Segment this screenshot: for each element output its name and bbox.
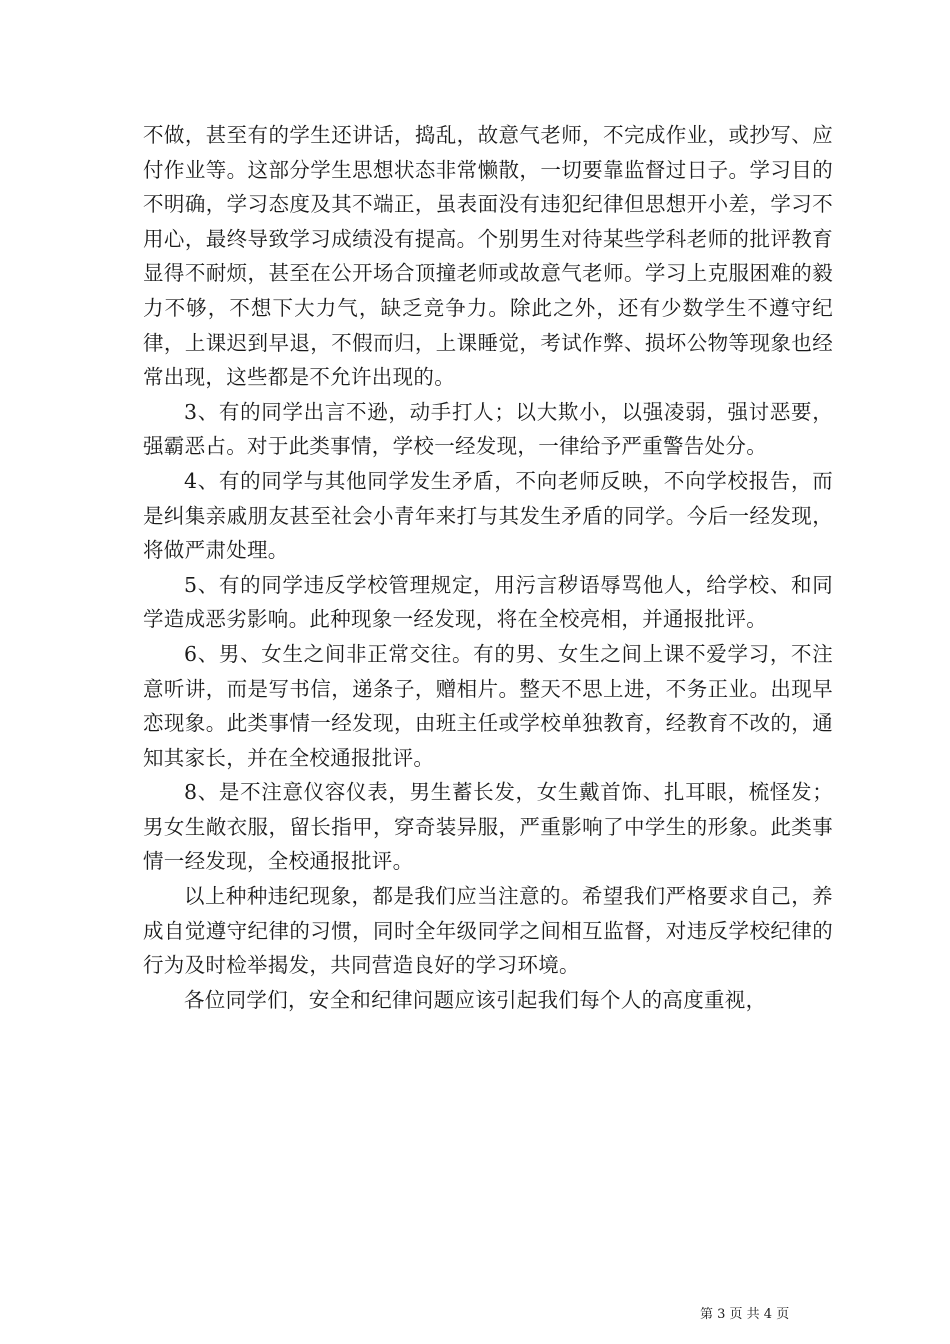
paragraph-item-4: 4、有的同学与其他同学发生矛盾，不向老师反映，不向学校报告，而是纠集亲戚朋友甚至社会小青年来打与其发生矛盾的同学。今后一经发现，将做严肃处理。 <box>143 468 833 563</box>
paragraph-closing: 各位同学们，安全和纪律问题应该引起我们每个人的高度重视， <box>184 987 767 1012</box>
paragraph-summary: 以上种种违纪现象，都是我们应当注意的。希望我们严格要求自己，养成自觉遵守纪律的习惯，同时全年级同学之间相互监督，对违反学校纪律的行为及时检举揭发，共同营造良好的学习环境。 <box>143 884 833 978</box>
paragraph-item-8: 8、是不注意仪容仪表，男生蓄长发，女生戴首饰、扎耳眼，梳怪发；男女生敞衣服，留长指甲，穿奇装异服，严重影响了中学生的形象。此类事情一经发现，全校通报批评。 <box>143 780 833 874</box>
page-number-footer: 第 3 页 共 4 页 <box>700 1307 790 1322</box>
paragraph-item-3: 3、有的同学出言不逊，动手打人；以大欺小，以强凌弱，强讨恶要，强霸恶占。对于此类事情，学校一经发现，一律给予严重警告处分。 <box>143 399 833 459</box>
paragraph-item-5: 5、有的同学违反学校管理规定，用污言秽语辱骂他人，给学校、和同学造成恶劣影响。此种现象一经发现，将在全校亮相，并通报批评。 <box>143 572 833 632</box>
paragraph-item-6: 6、男、女生之间非正常交往。有的男、女生之间上课不爱学习，不注意听讲，而是写书信，递条子，赠相片。整天不思上进，不务正业。出现早恋现象。此类事情一经发现，由班主任或学校单独教育，经教育不改的，通知其家长，并在全校通报批评。 <box>143 641 833 770</box>
paragraph-continuation: 不做，甚至有的学生还讲话，捣乱，故意气老师，不完成作业，或抄写、应付作业等。这部分学生思想状态非常懒散，一切要靠监督过日子。学习目的不明确，学习态度及其不端正，虽表面没有违犯纪律但思想开小差，学习不用心，最终导致学习成绩没有提高。个别男生对待某些学科老师的批评教育显得不耐烦，甚至在公开场合顶撞老师或故意气老师。学习上克服困难的毅力不够，不想下大力气，缺乏竞争力。除此之外，还有少数学生不遵守纪律，上课迟到早退，不假而归，上课睡觉，考试作弊、损坏公物等现象也经常出现，这些都是不允许出现的。 <box>143 123 833 390</box>
document-body <box>143 118 833 1017</box>
